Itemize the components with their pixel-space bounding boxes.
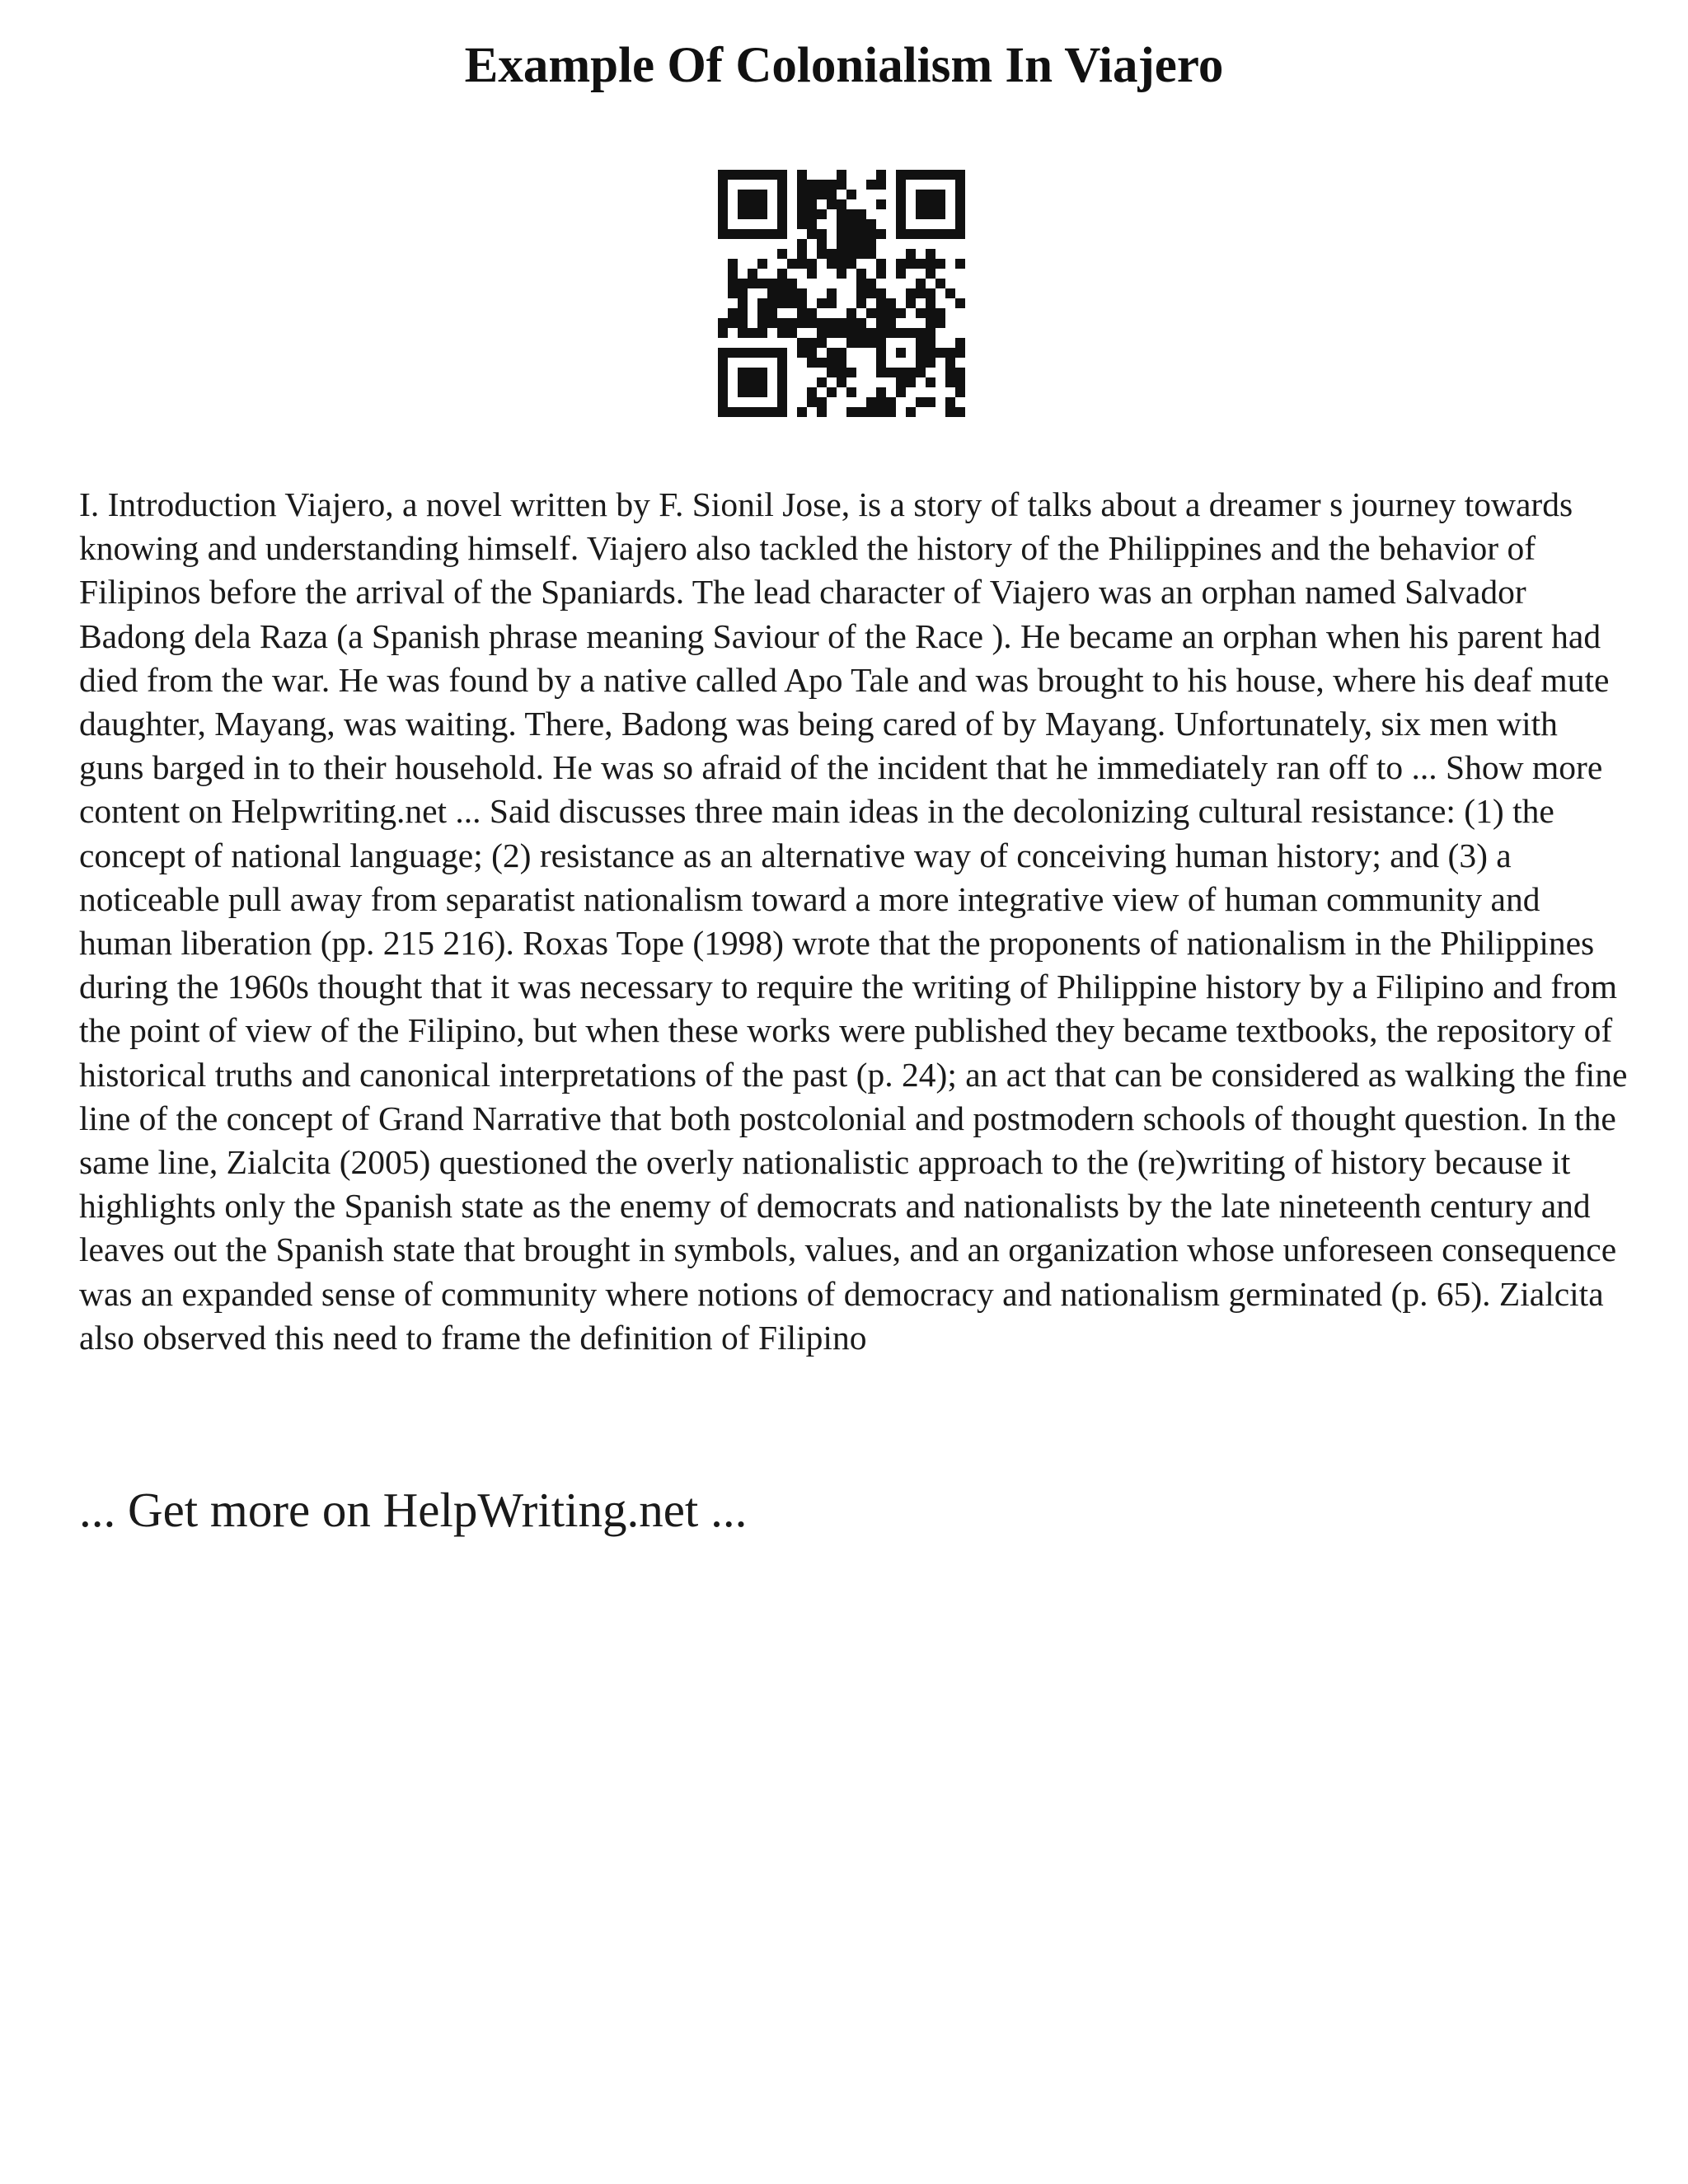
get-more-link[interactable]: ... Get more on HelpWriting.net ... (79, 1483, 748, 1537)
article-body: I. Introduction Viajero, a novel written by F. Sionil Jose, is a story of talks about a dreamer s journey towards knowing and understanding himself. Viajero also tackled the history of the Philippines and the behavior of Filipinos before the arrival of the Spaniards. The lead character of Viajero was an orphan named Salvador Badong dela Raza (a Spanish phrase meaning Saviour of the Race ). He became an orphan when his parent had died from the war. He was found by a native called Apo Tale and was brought to his house, where his deaf mute daughter, Mayang, was waiting. There, Badong was being cared of by Mayang. Unfortunately, six men with guns barged in to their household. He was so afraid of the incident that he immediately ran off to ... Show more content on Helpwriting.net ... Said discusses three main ideas in the decolonizing cultural resistance: (1) the concept of national language; (2) resistance as an alternative way of conceiving human history; and (3) a noticeable pull away from separatist nationalism toward a more integrative view of human community and human liberation (pp. 215 216). Roxas Tope (1998) wrote that the proponents of nationalism in the Philippines during the 1960s thought that it was necessary to require the writing of Philippine history by a Filipino and from the point of view of the Filipino, but when these works were published they became textbooks, the repository of historical truths and canonical interpretations of the past (p. 24); an act that can be considered as walking the fine line of the concept of Grand Narrative that both postcolonial and postmodern schools of thought question. In the same line, Zialcita (2005) questioned the overly nationalistic approach to the (re)writing of history because it highlights only the Spanish state as the enemy of democrats and nationalists by the late nineteenth century and leaves out the Spanish state that brought in symbols, values, and an organization whose unforeseen consequence was an expanded sense of community where notions of democracy and nationalism germinated (p. 65). Zialcita also observed this need to frame the definition of Filipino (79, 485, 1628, 1357)
page-title: Example Of Colonialism In Viajero (464, 38, 1224, 93)
qr-code-icon (718, 170, 965, 417)
